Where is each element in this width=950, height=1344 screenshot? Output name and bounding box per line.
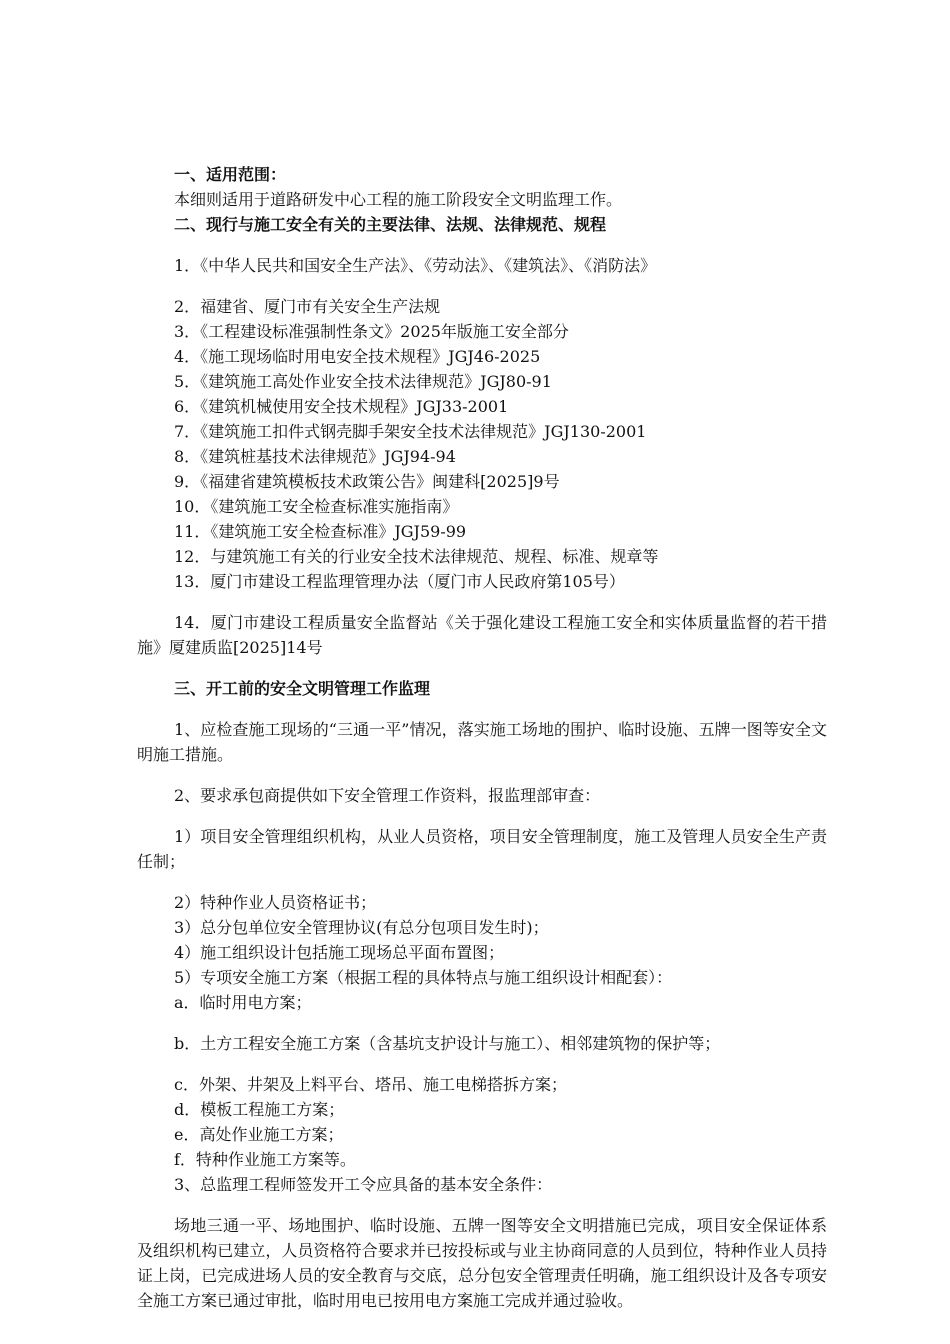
regulation-item-6: 6．《建筑机械使用安全技术规程》JGJ33-2001 [174,397,509,416]
scope-paragraph: 本细则适用于道路研发中心工程的施工阶段安全文明监理工作。 [174,190,623,209]
paragraph-required-documents: 2、要求承包商提供如下安全管理工作资料，报监理部审查： [174,786,601,805]
list-item-site-plan: 4）施工组织设计包括施工现场总平面布置图； [174,943,505,962]
sub-item-c: c．外架、井架及上料平台、塔吊、施工电梯搭拆方案； [174,1075,567,1094]
section-heading-scope: 一、适用范围： [174,165,287,184]
regulation-item-5: 5．《建筑施工高处作业安全技术法律规范》JGJ80-91 [174,372,552,391]
regulation-item-8: 8．《建筑桩基技术法律规范》JGJ94-94 [174,447,456,466]
section-heading-pre-construction: 三、开工前的安全文明管理工作监理 [174,679,431,698]
document-body [137,162,827,1329]
sub-item-b: b．土方工程安全施工方案（含基坑支护设计与施工）、相邻建筑物的保护等； [174,1034,721,1053]
regulation-item-13: 13．厦门市建设工程监理管理办法（厦门市人民政府第105号） [174,572,625,591]
regulation-item-4: 4．《施工现场临时用电安全技术规程》JGJ46-2025 [174,347,541,366]
sub-item-a: a．临时用电方案； [174,993,312,1012]
regulation-item-11: 11．《建筑施工安全检查标准》JGJ59-99 [174,522,467,541]
list-item-organization: 1）项目安全管理组织机构，从业人员资格，项目安全管理制度，施工及管理人员安全生产责任制； [137,827,827,871]
sub-item-f: f．特种作业施工方案等。 [174,1150,356,1169]
regulation-item-2: 2．福建省、厦门市有关安全生产法规 [174,297,441,316]
list-item-special-plans: 5）专项安全施工方案（根据工程的具体特点与施工组织设计相配套）： [174,968,673,987]
list-item-agreement: 3）总分包单位安全管理协议(有总分包项目发生时)； [174,918,549,937]
regulation-item-10: 10．《建筑施工安全检查标准实施指南》 [174,497,459,516]
paragraph-start-conditions: 3、总监理工程师签发开工令应具备的基本安全条件： [174,1175,553,1194]
paragraph-conditions-detail: 场地三通一平、场地围护、临时设施、五牌一图等安全文明措施已完成，项目安全保证体系及组织机构已建立，人员资格符合要求并已按投标或与业主协商同意的人员到位，特种作业人员持证上岗，已完成进场人员的安全教育与交底，总分包安全管理责任明确，施工组织设计及各专项安全施工方案已通过审批，临时用电已按用电方案施工完成并通过验收。 [137,1216,827,1310]
sub-item-d: d．模板工程施工方案； [174,1100,345,1119]
sub-item-e: e．高处作业施工方案； [174,1125,344,1144]
paragraph-check-site: 1、应检查施工现场的“三通一平”情况，落实施工场地的围护、临时设施、五牌一图等安全文明施工措施。 [137,720,827,764]
section-heading-regulations: 二、现行与施工安全有关的主要法律、法规、法律规范、规程 [174,215,607,234]
regulation-item-1: 1．《中华人民共和国安全生产法》、《劳动法》、《建筑法》、《消防法》 [174,256,657,275]
regulation-item-9: 9．《福建省建筑模板技术政策公告》闽建科[2025]9号 [174,472,560,491]
regulation-item-14: 14．厦门市建设工程质量安全监督站《关于强化建设工程施工安全和实体质量监督的若干措施》厦建质监[2025]14号 [137,613,827,657]
list-item-certificates: 2）特种作业人员资格证书； [174,893,377,912]
regulation-item-12: 12．与建筑施工有关的行业安全技术法律规范、规程、标准、规章等 [174,547,659,566]
regulation-item-7: 7．《建筑施工扣件式钢壳脚手架安全技术法律规范》JGJ130-2001 [174,422,647,441]
regulation-item-3: 3．《工程建设标准强制性条文》2025年版施工安全部分 [174,322,569,341]
